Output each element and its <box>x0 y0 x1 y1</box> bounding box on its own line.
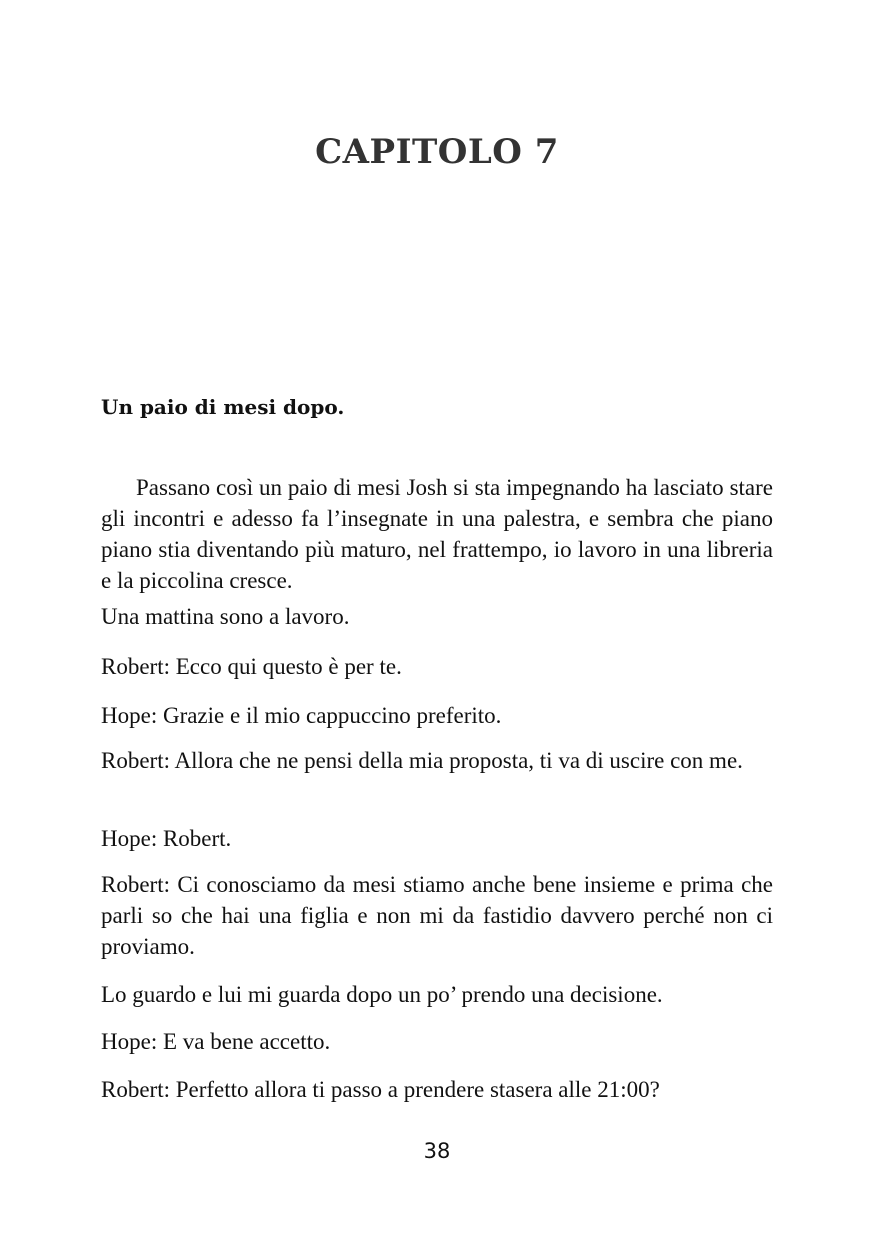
chapter-title: CAPITOLO 7 <box>315 132 559 172</box>
paragraph-narration: Lo guardo e lui mi guarda dopo un po’ prendo una decisione. <box>101 982 663 1007</box>
dialogue-line: Robert: Allora che ne pensi della mia proposta, ti va di uscire con me. <box>101 748 743 773</box>
paragraph-narration: Passano così un paio di mesi Josh si sta impegnando ha lasciato stare gli incontri e adesso fa l’insegnate in una palestra, e sembra che piano piano stia diventando più maturo, nel frattempo, io lavoro in una libreria e la piccolina cresce. <box>101 475 773 593</box>
dialogue-line: Robert: Ci conosciamo da mesi stiamo anche bene insieme e prima che parli so che hai una figlia e non mi da fastidio davvero perché non ci proviamo. <box>101 872 773 959</box>
dialogue-line: Robert: Ecco qui questo è per te. <box>101 654 402 679</box>
section-heading: Un paio di mesi dopo. <box>101 395 345 419</box>
dialogue-line: Robert: Perfetto allora ti passo a prendere stasera alle 21:00? <box>101 1077 660 1102</box>
paragraph-narration: Una mattina sono a lavoro. <box>101 604 350 629</box>
dialogue-line: Hope: Grazie e il mio cappuccino preferito. <box>101 703 502 728</box>
page-number: 38 <box>423 1139 451 1163</box>
dialogue-line: Hope: Robert. <box>101 826 232 851</box>
dialogue-line: Hope: E va bene accetto. <box>101 1029 331 1054</box>
